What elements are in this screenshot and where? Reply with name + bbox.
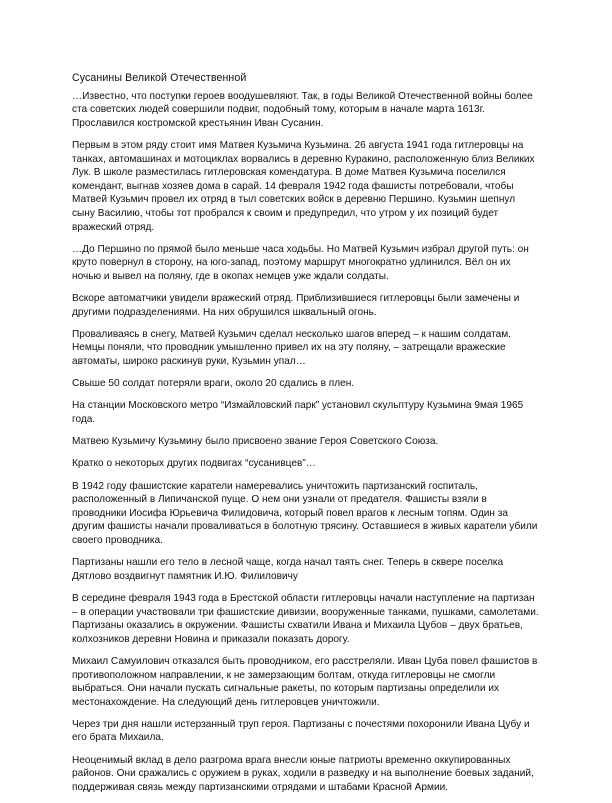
paragraph-route: …До Першино по прямой было меньше часа ходьбы. Но Матвей Кузьмич избрал другой путь: он круто повернул в сторону, на юго-запад, поэтому маршрут многократно удлинился. Вёл он их ночью и вывел на поляну, где в окопах немцев уже ждали солдаты. <box>72 243 529 282</box>
paragraph-hero-title: Матвею Кузьмичу Кузьмину было присвоено звание Героя Советского Союза. <box>72 436 439 448</box>
paragraph-filidovich: В 1942 году фашистские каратели намеревались уничтожить партизанский госпиталь, расположенный в Липичанской пуще. О нем они узнали от предателя. Фашисты взяли в проводники Иосифа Юрьевича Филидовича, который повел врагов к лесным топям. Один за другим фашисты начали проваливаться в болотную трясину. Оставшиеся в живых каратели убили своего проводника. <box>72 480 538 546</box>
paragraph-ambush: Вскоре автоматчики увидели вражеский отряд. Приблизившиеся гитлеровцы были замечены и другими подразделениями. На них обрушился шквальный огонь. <box>72 293 520 318</box>
paragraph-burial: Через три дня нашли истерзанный труп героя. Партизаны с почестями похоронили Ивана Цубу и его брата Михаила. <box>72 718 530 744</box>
paragraph-young-patriots: Неоценимый вклад в дело разгрома врага внесли юные патриоты временно оккупированных районов. Они сражались с оружием в руках, ходили в разведку и на выполнение боевых заданий, поддерживая связь между партизанскими отрядами и штабами Красной Армии. <box>72 754 534 793</box>
paragraph-sculpture: На станции Московского метро “Измайловский парк” установил скульптуру Кузьмина 9мая 1965 года. <box>72 400 524 426</box>
paragraph-kuzmin-death: Проваливаясь в снегу, Матвей Кузьмич сделал несколько шагов вперед – к нашим солдатам. Немцы поняли, что проводник умышленно привел их на эту поляну, – затрещали вражеские автоматы, широко раскинув руки, Кузьмин упал… <box>72 328 511 368</box>
paragraph-monument: Партизаны нашли его тело в лесной чаще, когда начал таять снег. Теперь в сквере поселка Дятлово воздвигнут памятник И.Ю. Филиловичу <box>72 557 504 582</box>
paragraph-losses: Свыше 50 солдат потеряли враги, около 20 сдались в плен. <box>72 378 355 390</box>
paragraph-brest-offensive: В середине февраля 1943 года в Брестской области гитлеровцы начали наступление на партизан – в операции участвовали три фашистские дивизии, вооруженные танками, пушками, самолетами. Партизаны оказались в окружении. Фашисты схватили Ивана и Михаила Цубов – двух братьев, колхозников деревни Новина и приказали показать дорогу. <box>72 592 539 645</box>
document-title: Сусанины Великой Отечественной <box>72 72 247 84</box>
paragraph-tsuba-feat: Михаил Самуилович отказался быть проводником, его расстреляли. Иван Цуба повел фашистов в противоположном направлении, к не замерзающим болтам, откуда гитлеровцы не смогли выбраться. Они начали пускать сигнальные ракеты, по которым партизаны определили их местонахождение. На следующий день гитлеровцев уничтожили. <box>72 655 538 708</box>
paragraph-other-feats: Кратко о некоторых других подвигах “сусанивцев”… <box>72 458 316 470</box>
paragraph-kuzmin-story: Первым в этом ряду стоит имя Матвея Кузьмича Кузьмина. 26 августа 1941 года гитлеровцы на танках, автомашинах и мотоциклах ворвались в деревню Куракино, расположенную близ Великих Лук. В школе разместилась гитлеровская комендатура. В доме Матвея Кузьмича поселился комендант, выгнав хозяев дома в сарай. 14 февраля 1942 года фашисты потребовали, чтобы Матвей Кузьмич провел их отряд в тыл советских войск в деревню Першино. Кузьмин шепнул сыну Василию, чтобы тот пробрался к своим и предупредил, что утром у их позиций будет вражеский отряд. <box>72 139 535 233</box>
document-page <box>72 72 542 803</box>
paragraph-intro: …Известно, что поступки героев воодушевляют. Так, в годы Великой Отечественной войны более ста советских людей совершили подвиг, подобный тому, которым в начале марта 1613г. Прославился костромской крестьянин Иван Сусанин. <box>72 90 533 129</box>
